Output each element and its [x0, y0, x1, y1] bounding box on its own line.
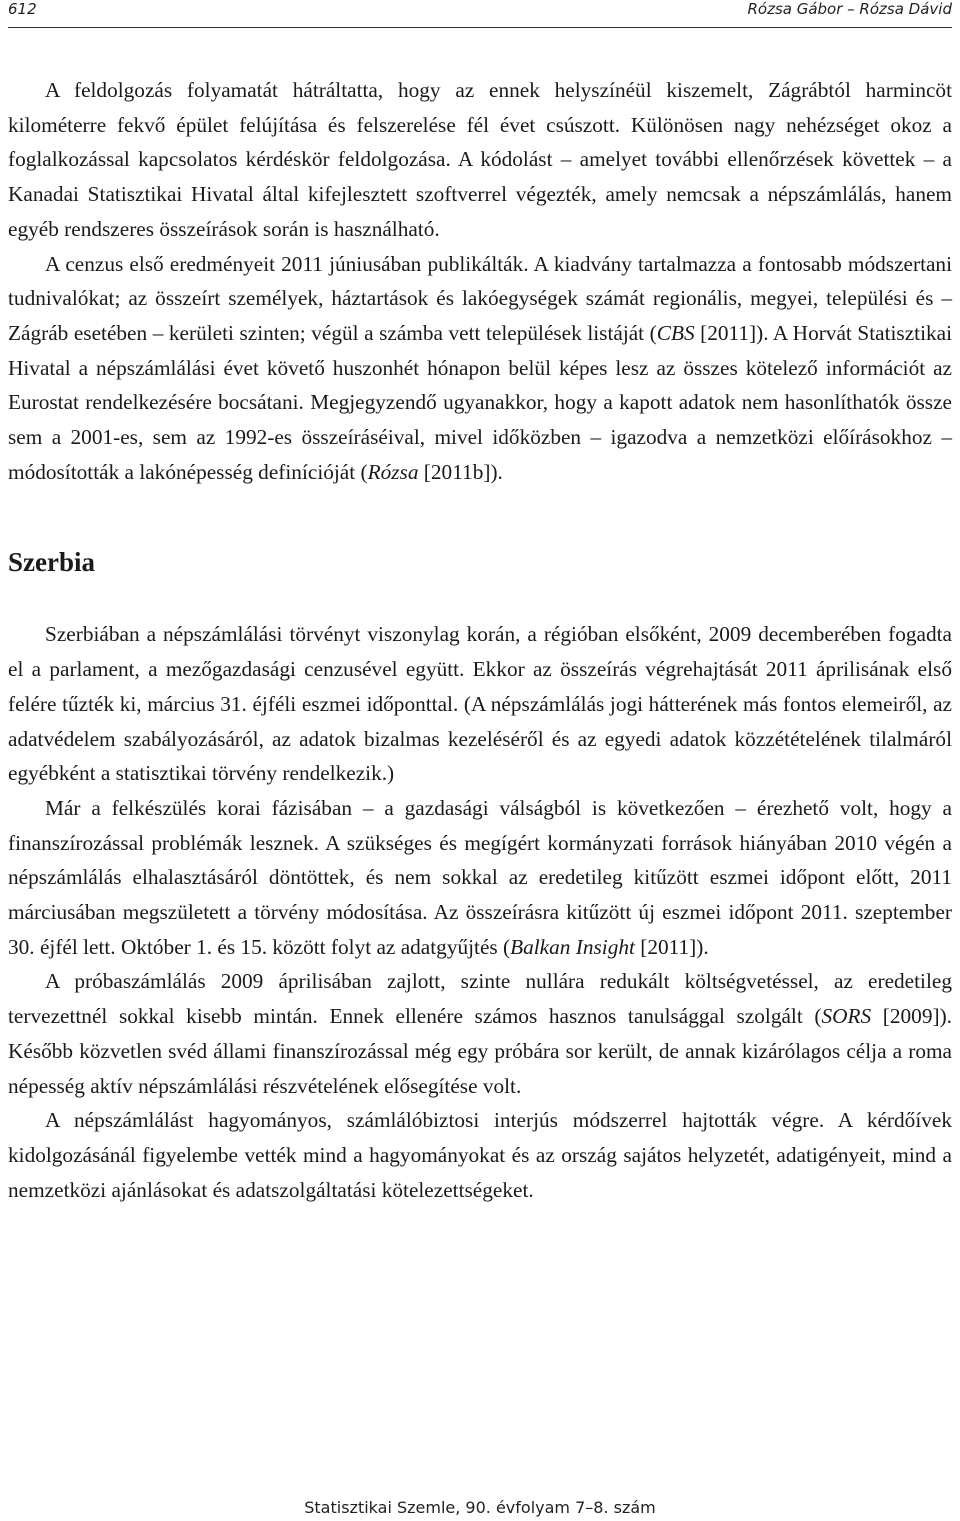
citation-source: Rózsa	[367, 459, 419, 484]
section-heading: Szerbia	[8, 547, 95, 578]
paragraph	[8, 1103, 952, 1207]
paragraph-text: [2011]).	[634, 934, 709, 959]
intro-paragraphs	[8, 73, 952, 489]
paragraph-text: Szerbiában a népszámlálási törvényt viszonylag korán, a régióban elsőként, 2009 decemberében fogadta el a parlament, a mezőgazdasági cenzusével együtt. Ekkor az összeírás végrehajtását 2011 áprilisának első felére tűzték ki, március 31. éjféli eszmei időponttal. (A népszámlálás jogi hátterének más fontos elemeiről, az adatvédelem szabályozásáról, az adatok bizalmas kezeléséről és az egyedi adatok közzétételének tilalmáról egyébként a statisztikai törvény rendelkezik.)	[8, 622, 952, 786]
paragraph	[8, 964, 952, 1103]
paragraph	[8, 73, 952, 247]
citation-source: SORS	[821, 1004, 872, 1029]
paragraph-text: [2011b]).	[418, 459, 503, 484]
paragraph-text: A próbaszámlálás 2009 áprilisában zajlott, szinte nullára redukált költségvetéssel, az eredetileg tervezettnél sokkal kisebb mintán. Ennek ellenére számos hasznos tanulsággal szolgált (	[8, 969, 952, 1029]
article-body	[8, 73, 952, 1207]
page-header	[8, 0, 952, 22]
paragraph-text: [2009]). Később közvetlen svéd állami finanszírozással még egy próbára sor került, de annak kizárólagos célja a roma népesség aktív népszámlálási részvételének elősegítése volt.	[8, 1004, 952, 1098]
paragraph-text: Már a felkészülés korai fázisában – a gazdasági válságból is következően – érezhető volt, hogy a finanszírozással problémák lesznek. A szükséges és megígért kormányzati források hiányában 2010 végén a népszámlálás elhalasztásáról döntöttek, és nem sokkal az eredetileg kitűzött eszmei időpont előtt, 2011 márciusában megszületett a törvény módosítása. Az összeírásra kitűzött új eszmei időpont 2011. szeptember 30. éjfél lett. Október 1. és 15. között folyt az adatgyűjtés (	[8, 795, 952, 959]
paragraph	[8, 791, 952, 965]
paragraph-text: [2011]). A Horvát Statisztikai Hivatal a népszámlálási évet követő huszonhét hónapon belül képes lesz az összes kötelező információt az Eurostat rendelkezésére bocsátani. Megjegyzendő ugyanakkor, hogy a kapott adatok nem hasonlíthatók össze sem a 2001-es, sem az 1992-es összeíráséival, mivel időközben – igazodva a nemzetközi előírásokhoz – módosították a lakónépesség definícióját (	[8, 320, 953, 484]
section-paragraphs	[8, 617, 952, 1207]
citation-source: Balkan Insight	[510, 934, 635, 959]
page-footer: Statisztikai Szemle, 90. évfolyam 7–8. szám	[304, 1498, 656, 1517]
running-header-authors: Rózsa Gábor – Rózsa Dávid	[747, 0, 952, 18]
header-divider	[8, 27, 952, 28]
paragraph-text: A népszámlálást hagyományos, számlálóbiztosi interjús módszerrel hajtották végre. A kérdőívek kidolgozásánál figyelembe vették mind a hagyományokat és az ország sajátos helyzetét, adatigényeit, mind a nemzetközi ajánlásokat és adatszolgáltatási kötelezettségeket.	[8, 1108, 952, 1202]
paragraph	[8, 617, 952, 791]
paragraph-text: A cenzus első eredményeit 2011 júniusában publikálták. A kiadvány tartalmazza a fontosabb módszertani tudnivalókat; az összeírt személyek, háztartások és lakóegységek számát regionális, megyei, települési és – Zágráb esetében – kerületi szinten; végül a számba vett települések listáját (	[8, 251, 952, 345]
paragraph-text: A feldolgozás folyamatát hátráltatta, hogy az ennek helyszínéül kiszemelt, Zágrábtól harmincöt kilométerre fekvő épület felújítása és felszerelése fél évet csúszott. Különösen nagy nehézséget okoz a foglalkozással kapcsolatos kérdéskör feldolgozása. A kódolást – amelyet további ellenőrzések követtek – a Kanadai Statisztikai Hivatal által kifejlesztett szoftverrel végezték, amely nemcsak a népszámlálás, hanem egyéb rendszeres összeírások során is használható.	[8, 78, 952, 241]
citation-source: CBS	[656, 320, 695, 345]
page-number: 612	[8, 0, 37, 18]
paragraph	[8, 247, 952, 490]
